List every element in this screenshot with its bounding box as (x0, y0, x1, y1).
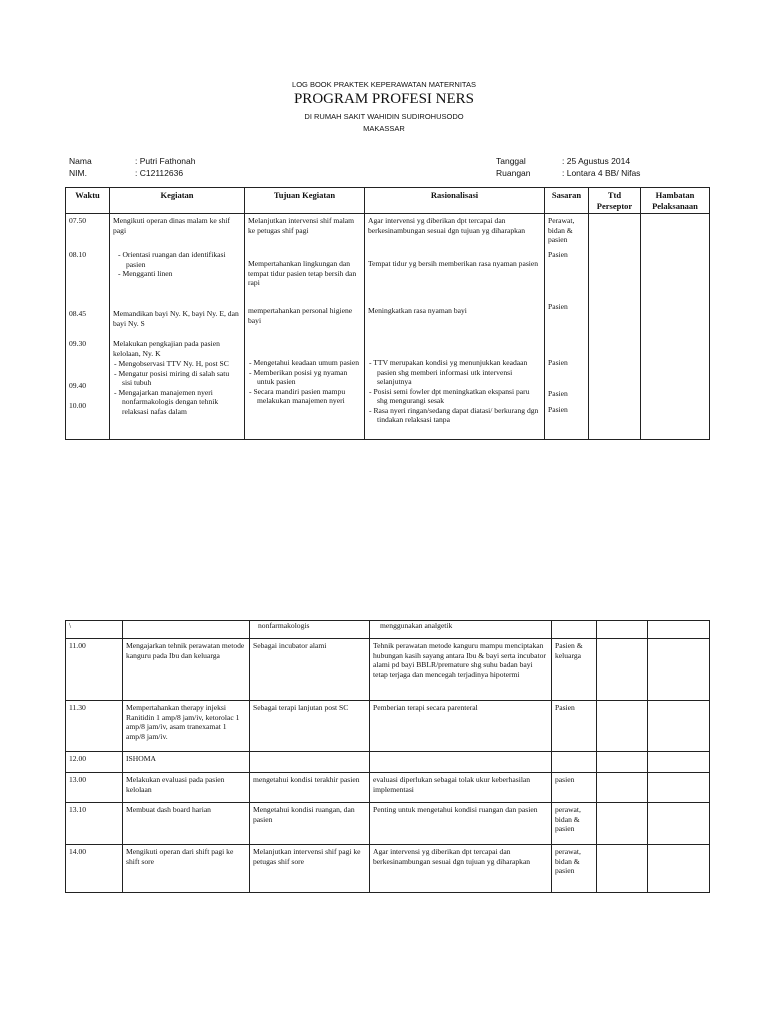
target: Pasien (548, 389, 568, 398)
document-title: PROGRAM PROFESI NERS (293, 91, 475, 107)
waktu-cell: \ (66, 621, 123, 639)
tujuan-cell: Melanjutkan intervensi shif pagi ke petugas shif sore (250, 845, 370, 893)
ttd-cell (597, 701, 648, 752)
sasaran-cell (552, 752, 597, 773)
waktu-cell: 13.00 (66, 773, 123, 803)
waktu-cell: 11.30 (66, 701, 123, 752)
tujuan-cell: Sebagai incubator alami (250, 639, 370, 701)
kegiatan-cell: Mempertahankan therapy injeksi Ranitidin 1 amp/8 jam/iv, ketorolac 1 amp/8 jam/iv, asam tranexamat 1 amp/8 jam/iv. (123, 701, 250, 752)
ruangan-label: Ruangan (496, 168, 531, 178)
sasaran-cell: perawat, bidan & pasien (552, 845, 597, 893)
log-table-page2 (65, 620, 710, 893)
sasaran-cell: pasien (552, 773, 597, 803)
rasionalisasi-cell: evaluasi diperlukan sebagai tolak ukur keberhasilan implementasi (370, 773, 552, 803)
hambatan-cell (648, 752, 710, 773)
col-ttd: Ttd Perseptor (589, 188, 641, 214)
nim-label: NIM. (69, 168, 87, 178)
ttd-cell (597, 773, 648, 803)
list-item: - Rasa nyeri ringan/sedang dapat diatasi/ berkurang dgn tindakan relaksasi tanpa (369, 405, 539, 424)
table-row (66, 639, 710, 701)
rationale: Tempat tidur yg bersih memberikan rasa nyaman pasien (368, 259, 539, 268)
rasionalisasi-cell: menggunakan analgetik (370, 621, 552, 639)
kegiatan-cell: Mengajarkan tehnik perawatan metode kanguru pada Ibu dan keluarga (123, 639, 250, 701)
list-item: - Mengganti linen (118, 269, 173, 278)
ttd-cell (597, 803, 648, 845)
tujuan-cell (250, 752, 370, 773)
time: 10.00 (69, 401, 87, 410)
hambatan-cell (641, 214, 710, 440)
col-rasionalisasi: Rasionalisasi (365, 188, 545, 214)
list-item: - Orientasi ruangan dan identifikasi pasien (118, 250, 226, 269)
rasionalisasi-cell: Tehnik perawatan metode kanguru mampu menciptakan hubungan kasih sayang antara Ibu & bayi serta incubator alami pd bayi BBLR/premature shg suhu badan bayi tetap terjaga dan mencegah terjadinya hipotermi (370, 639, 552, 701)
hambatan-cell (648, 621, 710, 639)
nim-value: : C12112636 (135, 168, 184, 178)
activity-list (113, 250, 241, 309)
log-table-page1 (65, 187, 710, 440)
sasaran-cell (545, 214, 589, 440)
waktu-cell (66, 214, 110, 440)
rasionalisasi-cell: Penting untuk mengetahui kondisi ruangan dan pasien (370, 803, 552, 845)
tujuan-cell: Mengetahui kondisi ruangan, dan pasien (250, 803, 370, 845)
activity: Memandikan bayi Ny. K, bayi Ny. E, dan bayi Ny. S (113, 309, 239, 328)
target: Perawat, bidan & pasien (548, 216, 575, 244)
list-item: - Mengajarkan manajemen nyeri nonfarmakologis dengan tehnik relaksasi nafas dalam (114, 387, 219, 416)
table-row (66, 214, 710, 440)
rasionalisasi-cell (365, 214, 545, 440)
target: Pasien (548, 302, 568, 311)
waktu-cell: 14.00 (66, 845, 123, 893)
tujuan-cell (245, 214, 365, 440)
col-kegiatan: Kegiatan (110, 188, 245, 214)
hambatan-cell (648, 701, 710, 752)
list-item: - Mengobservasi TTV Ny. H, post SC (114, 359, 229, 368)
ttd-cell (597, 639, 648, 701)
kegiatan-cell: Mengikuti operan dari shift pagi ke shift sore (123, 845, 250, 893)
table-row (66, 773, 710, 803)
nama-label: Nama (69, 156, 92, 166)
rasionalisasi-cell (370, 752, 552, 773)
activity: Melakukan pengkajian pada pasien kelolaan, Ny. K (113, 339, 220, 358)
ttd-cell (589, 214, 641, 440)
table-row (66, 701, 710, 752)
tujuan-cell: mengetahui kondisi terakhir pasien (250, 773, 370, 803)
tujuan-cell: Sebagai terapi lanjutan post SC (250, 701, 370, 752)
ttd-cell (597, 845, 648, 893)
waktu-cell: 12.00 (66, 752, 123, 773)
col-hambatan: Hambatan Pelaksanaan (641, 188, 710, 214)
sasaran-cell (552, 621, 597, 639)
rasionalisasi-cell: Agar intervensi yg diberikan dpt tercapai dan berkesinambungan sesuai dgn tujuan yg diharapkan (370, 845, 552, 893)
rationale: Agar intervensi yg diberikan dpt tercapai dan berkesinambungan sesuai dgn tujuan yg diharapkan (368, 216, 526, 235)
rasionalisasi-cell: Pemberian terapi secara parenteral (370, 701, 552, 752)
list-item: - Mengatur posisi miring di salah satu sisi tubuh (114, 368, 230, 387)
col-waktu: Waktu (66, 188, 110, 214)
waktu-cell: 13.10 (66, 803, 123, 845)
list-item: - Secara mandiri pasien mampu melakukan manajemen nyeri (249, 386, 346, 405)
hambatan-cell (648, 773, 710, 803)
sasaran-cell: perawat, bidan & pasien (552, 803, 597, 845)
target: Pasien (548, 250, 568, 259)
kegiatan-cell (110, 214, 245, 440)
table-row (66, 621, 710, 639)
activity: Mengikuti operan dinas malam ke shif pagi (113, 216, 231, 235)
document-subtitle: LOG BOOK PRAKTEK KEPERAWATAN MATERNITAS (292, 80, 476, 89)
table-row (66, 845, 710, 893)
goal: Melanjutkan intervensi shif malam ke petugas shif pagi (248, 216, 355, 235)
kegiatan-cell (123, 621, 250, 639)
list-item: - Mengetahui keadaan umum pasien (249, 358, 360, 367)
hambatan-cell (648, 845, 710, 893)
list-item: - Posisi semi fowler dpt meningkatkan ekspansi paru shg mengurangi sesak (369, 386, 530, 405)
goal: Mempertahankan lingkungan dan tempat tidur pasien tetap bersih dan rapi (248, 259, 357, 287)
target: Pasien (548, 405, 568, 414)
city-name: MAKASSAR (363, 124, 405, 133)
kegiatan-cell: ISHOMA (123, 752, 250, 773)
table-row (66, 752, 710, 773)
table-header-row (66, 188, 710, 214)
time: 09.30 (69, 339, 87, 348)
list-item: - TTV merupakan kondisi yg menunjukkan keadaan pasien shg memberi informasi utk intervensi selanjutnya (369, 358, 528, 386)
time: 08.10 (69, 250, 87, 259)
tanggal-value: : 25 Agustus 2014 (562, 156, 631, 166)
table-row (66, 803, 710, 845)
col-sasaran: Sasaran (545, 188, 589, 214)
time: 08.45 (69, 309, 87, 318)
ruangan-value: : Lontara 4 BB/ Nifas (562, 168, 641, 178)
tujuan-cell: nonfarmakologis (250, 621, 370, 639)
kegiatan-cell: Melakukan evaluasi pada pasien kelolaan (123, 773, 250, 803)
rationale: Meningkatkan rasa nyaman bayi (368, 306, 467, 315)
hambatan-cell (648, 639, 710, 701)
time: 07.50 (69, 216, 87, 225)
kegiatan-cell: Membuat dash board harian (123, 803, 250, 845)
ttd-cell (597, 621, 648, 639)
time: 09.40 (69, 381, 87, 390)
nama-value: : Putri Fathonah (135, 156, 196, 166)
target: Pasien (548, 358, 568, 367)
sasaran-cell: Pasien (552, 701, 597, 752)
ttd-cell (597, 752, 648, 773)
hambatan-cell (648, 803, 710, 845)
col-tujuan: Tujuan Kegiatan (245, 188, 365, 214)
sasaran-cell: Pasien & keluarga (552, 639, 597, 701)
waktu-cell: 11.00 (66, 639, 123, 701)
hospital-name: DI RUMAH SAKIT WAHIDIN SUDIROHUSODO (304, 112, 464, 121)
tanggal-label: Tanggal (496, 156, 526, 166)
list-item: - Memberikan posisi yg nyaman untuk pasien (249, 367, 348, 386)
goal: mempertahankan personal higiene bayi (248, 306, 353, 325)
